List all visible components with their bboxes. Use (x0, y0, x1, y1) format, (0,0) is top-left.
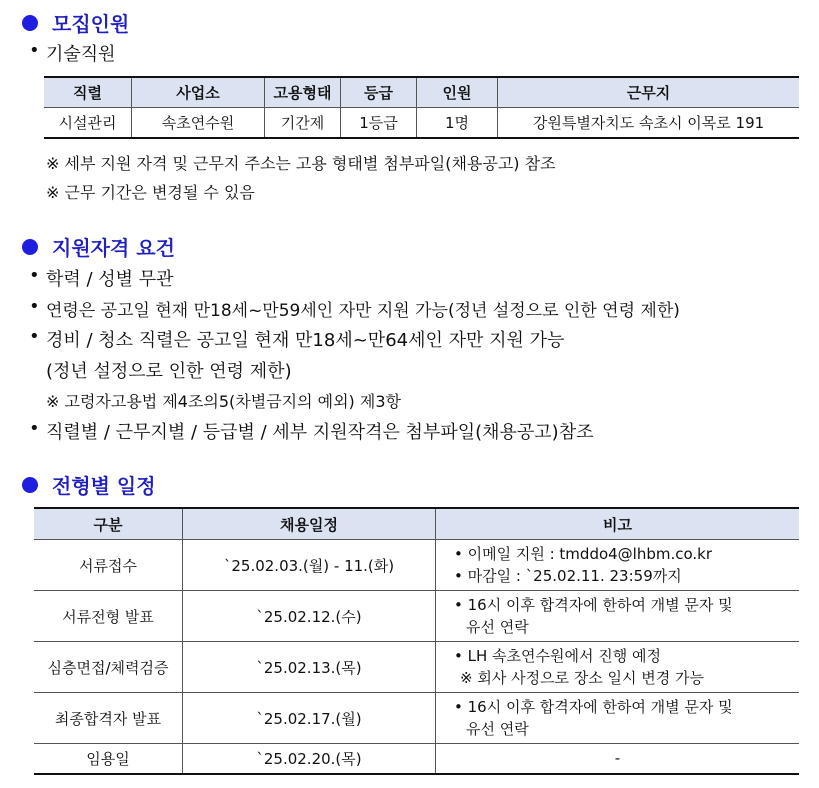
col-header-workplace: 근무지 (498, 77, 800, 108)
cell-date: `25.02.17.(월) (183, 693, 436, 744)
cell-office: 속초연수원 (132, 108, 265, 139)
cell-date: `25.02.20.(목) (183, 744, 436, 774)
cell-notes: - (436, 744, 800, 774)
cell-stage: 서류전형 발표 (34, 591, 183, 642)
table-row (34, 591, 799, 642)
bullet-circle-icon (22, 477, 38, 493)
table-header-row (34, 508, 799, 540)
qualification-item: • 경비 / 청소 직렬은 공고일 현재 만18세~만64세인 자만 지원 가능 (46, 326, 564, 352)
cell-notes (436, 693, 800, 744)
section-title-text: 모집인원 (52, 12, 130, 36)
cell-workplace: 강원특별자치도 속초시 이목로 191 (498, 108, 800, 139)
qualification-item-continued: (정년 설정으로 인한 연령 제한) (46, 361, 292, 382)
col-header-series: 직렬 (44, 77, 132, 108)
note-line: • 마감일 : `25.02.11. 23:59까지 (454, 567, 682, 585)
cell-date: `25.02.12.(수) (183, 591, 436, 642)
table-row (44, 108, 799, 139)
col-header-grade: 등급 (341, 77, 417, 108)
note-line: • LH 속초연수원에서 진행 예정 (454, 647, 661, 665)
recruitment-table (44, 76, 799, 139)
qualification-item: • 연령은 공고일 현재 만18세~만59세인 자만 지원 가능(정년 설정으로 인한 연령 제한) (46, 296, 680, 321)
section-title-schedule (22, 470, 156, 499)
cell-stage: 최종합격자 발표 (34, 693, 183, 744)
cell-notes (436, 642, 800, 693)
cell-stage: 심층면접/체력검증 (34, 642, 183, 693)
cell-date: `25.02.03.(월) - 11.(화) (183, 540, 436, 591)
cell-notes (436, 540, 800, 591)
cell-grade: 1등급 (341, 108, 417, 139)
col-header-headcount: 인원 (417, 77, 498, 108)
col-header-date: 채용일정 (183, 508, 436, 540)
note-line: ※ 세부 지원 자격 및 근무지 주소는 고용 형태별 첨부파일(채용공고) 참조 (46, 154, 556, 173)
note-line: 유선 연락 (466, 720, 529, 738)
table-header-row (44, 77, 799, 108)
col-header-notes: 비고 (436, 508, 800, 540)
qualification-item: • 학력 / 성별 무관 (46, 265, 174, 291)
section-title-recruitment (22, 8, 129, 37)
note-line: ※ 근무 기간은 변경될 수 있음 (46, 183, 255, 202)
cell-date: `25.02.13.(목) (183, 642, 436, 693)
col-header-office: 사업소 (132, 77, 265, 108)
job-category-label: • 기술직원 (46, 40, 116, 66)
col-header-stage: 구분 (34, 508, 183, 540)
cell-series: 시설관리 (44, 108, 132, 139)
cell-notes (436, 591, 800, 642)
cell-employment-type: 기간제 (265, 108, 341, 139)
note-line: • 이메일 지원 : tmddo4@lhbm.co.kr (454, 545, 713, 563)
table-row (34, 540, 799, 591)
cell-stage: 서류접수 (34, 540, 183, 591)
table-row (34, 693, 799, 744)
table-row (34, 744, 799, 774)
col-header-employment-type: 고용형태 (265, 77, 341, 108)
bullet-circle-icon (22, 239, 38, 255)
schedule-table (34, 507, 799, 775)
note-line: 유선 연락 (466, 618, 529, 636)
qualification-note: ※ 고령자고용법 제4조의5(차별금지의 예외) 제3항 (46, 392, 401, 411)
qualification-item: • 직렬별 / 근무지별 / 등급별 / 세부 지원작격은 첨부파일(채용공고)참조 (46, 418, 594, 444)
bullet-circle-icon (22, 15, 38, 31)
section-title-qualifications (22, 232, 175, 261)
note-line: • 16시 이후 합격자에 한하여 개별 문자 및 (454, 596, 733, 614)
note-line: ※ 회사 사정으로 장소 일시 변경 가능 (460, 669, 705, 687)
section-title-text: 전형별 일정 (52, 474, 156, 498)
cell-stage: 임용일 (34, 744, 183, 774)
cell-headcount: 1명 (417, 108, 498, 139)
note-line: • 16시 이후 합격자에 한하여 개별 문자 및 (454, 698, 733, 716)
section-title-text: 지원자격 요건 (52, 236, 175, 260)
table-row (34, 642, 799, 693)
